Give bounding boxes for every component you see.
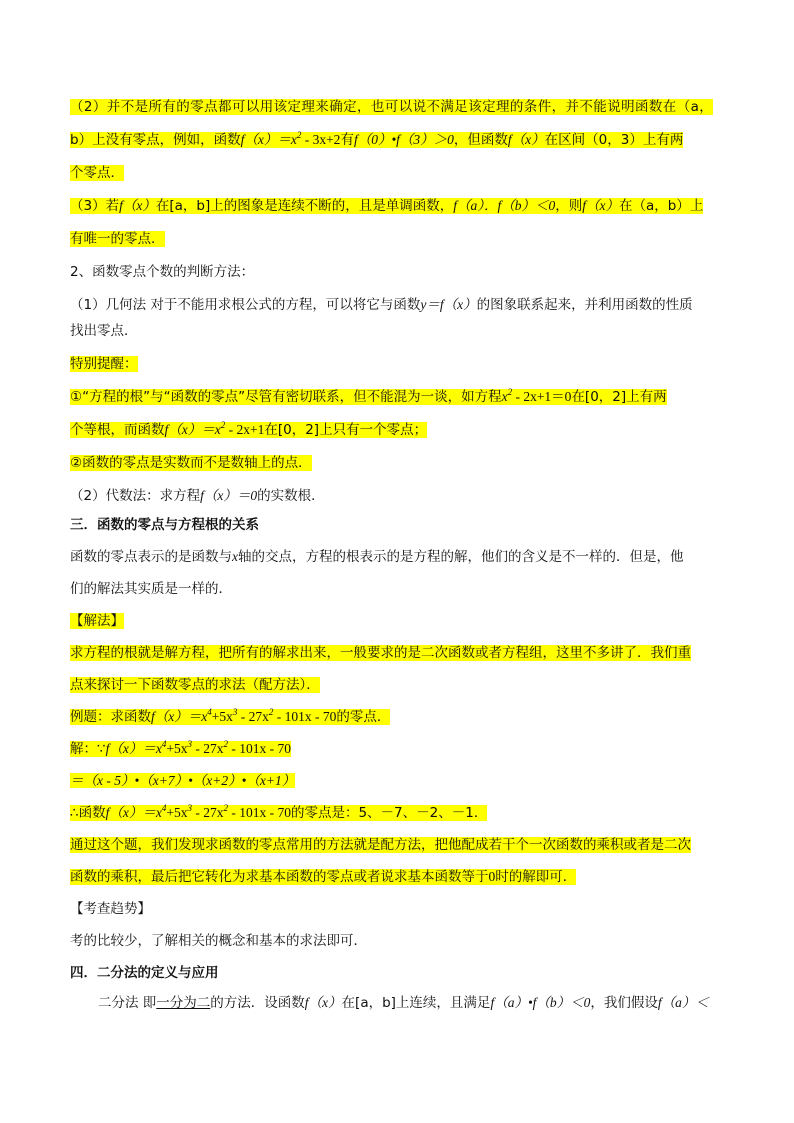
text: 二分法 即 [98,995,157,1011]
text: 考的比较少，了解相关的概念和基本的求法即可． [70,933,367,949]
text: （2）代数法：求方程 [70,488,201,504]
formula: f（a）．f（b）＜0 [453,198,556,213]
para-3-line-1 [70,195,703,217]
exponent: 2 [223,739,228,749]
section-2-title [70,261,254,283]
text: ∴函数 [70,805,106,821]
section-4-heading [70,962,219,984]
method-line-1 [70,642,691,664]
text: （1）几何法 对于不能用求根公式的方程，可以将它与函数 [70,297,421,313]
text: 有唯一的零点． [70,231,165,247]
section-3-para-line-1 [70,546,684,568]
formula: +5x [211,709,233,724]
formula: f（a）＜ [657,995,709,1010]
formula: f（x） [119,198,156,213]
text: （2）并不是所有的零点都可以用该定理来确定，也可以说不满足该定理的条件，并不能说明函数在（a， [70,99,714,115]
solution-line-2 [70,770,295,792]
para-2-line-1 [70,96,713,118]
para-2-line-3 [70,162,124,184]
text: 在区间（0，3）上有两 [544,132,684,148]
formula: f（x） [304,995,342,1010]
formula: - 2x+1 [225,422,265,437]
summary-line-2 [70,866,576,888]
solution-line-1 [70,738,291,760]
method-line-2 [70,674,320,696]
exponent: 3 [187,739,192,749]
summary-line-1 [70,834,691,856]
formula: - 101x - 70 [273,709,337,724]
text: 轴的交点，方程的根表示的是方程的解，他们的含义是不一样的．但是，他 [238,549,684,565]
exponent: 4 [161,803,167,813]
text: 函数的乘积，最后把它转化为求基本函数的零点或者说求基本函数等于 [70,869,489,885]
formula: - 101x - 70 [227,805,291,820]
formula: 0 [488,869,496,884]
exponent: 2 [220,420,226,430]
section-3-heading [70,514,259,536]
formula: f（x） [507,132,545,147]
exponent: 2 [507,387,513,397]
text: 2、函数零点个数的判断方法： [70,264,255,280]
para-2-line-2 [70,129,683,151]
formula: x [232,549,238,564]
text: 通过这个题，我们发现求函数的零点常用的方法就是配方法，把他配成若干个一次函数的乘积或者是二次 [70,837,691,853]
formula: - 2x+1＝0 [512,389,572,404]
text: 函数的零点表示的是函数与 [70,549,232,565]
reminder-2 [70,452,312,474]
exponent: 3 [232,707,238,717]
exponent: 3 [187,803,192,813]
text: 解：∵ [70,741,106,757]
formula: x [501,389,508,404]
formula: - 101x - 70 [227,741,291,756]
formula: - 27x [191,805,224,820]
formula: f（x）＝x [105,741,162,756]
text: 在[a，b]上的图象是连续不断的，且是单调函数， [155,198,454,214]
example-line [70,706,390,728]
exponent: 4 [161,739,167,749]
reminder-1-line-1 [70,386,667,408]
text: 例题：求函数 [70,709,151,725]
para-3-line-2 [70,228,165,250]
text: 的方法．设函数 [210,995,305,1011]
formula: ＝（x - 5）•（x+7）•（x+2）•（x+1） [70,773,296,788]
text: ，但函数 [453,132,508,148]
text: 【解法】 [70,613,124,629]
formula: f（x）＝x [105,805,162,820]
method-label [70,610,124,632]
formula: +5x [166,741,188,756]
text: 的实数根． [257,488,325,504]
formula: f（x） [582,198,619,213]
formula: f（x）＝x [151,709,208,724]
text: 点来探讨一下函数零点的求法（配方法）． [70,677,320,693]
trend-label [70,898,151,920]
text: 个等根，而函数 [70,422,165,438]
formula: - 27x [191,741,224,756]
text: 找出零点． [70,323,138,339]
formula: - 27x [237,709,269,724]
text: 三．函数的零点与方程根的关系 [70,517,259,533]
text: 【考查趋势】 [70,901,151,917]
text: 们的解法其实质是一样的． [70,581,232,597]
special-reminder-label [70,353,138,375]
reminder-1-line-2 [70,419,427,441]
exponent: 2 [268,707,274,717]
text: 有 [340,132,354,148]
text: 的零点是：5、－7、－2、－1． [290,805,488,821]
conclusion-line [70,802,487,824]
exponent: 2 [223,803,228,813]
geometry-method-line-1 [70,294,693,316]
formula: - 3x+2 [301,132,341,147]
text: 在[0，2]上有两 [571,389,667,405]
section-4-para-line-1 [98,992,709,1014]
text: 在[a，b]上连续，且满足 [341,995,491,1011]
text: 求方程的根就是解方程，把所有的解求出来，一般要求的是二次函数或者方程组，这里不多讲了．我们重 [70,645,691,661]
formula: f（x）＝x [240,132,297,147]
text: （3）若 [70,198,120,214]
formula: +5x [166,805,188,820]
algebra-method [70,485,325,507]
text: 个零点． [70,165,124,181]
trend-text [70,930,367,952]
text: 的零点． [336,709,391,725]
exponent: 2 [296,130,302,140]
text: 特别提醒： [70,356,138,372]
text: b）上没有零点，例如，函数 [70,132,241,148]
text: ①“方程的根”与“函数的零点”尽管有密切联系，但不能混为一谈，如方程 [70,389,502,405]
exponent: 4 [207,707,212,717]
text: ②函数的零点是实数而不是数轴上的点． [70,455,312,471]
formula: f（x）＝x [164,422,221,437]
formula: f（0）•f（3）＞0 [353,132,454,147]
text: ，我们假设 [590,995,658,1011]
text: 一分为二 [156,995,211,1011]
text: 的图象联系起来，并利用函数的性质 [476,297,693,313]
formula: y＝f（x） [420,297,477,312]
geometry-method-line-2 [70,320,138,342]
text: 在[0，2]上只有一个零点； [264,422,428,438]
section-3-para-line-2 [70,578,232,600]
text: 在（a，b）上 [619,198,704,214]
text: ，则 [555,198,583,214]
text: 时的解即可． [495,869,577,885]
text: 四．二分法的定义与应用 [70,965,219,981]
formula: f（x）＝0 [200,488,258,503]
formula: f（a）•f（b）＜0 [490,995,591,1010]
